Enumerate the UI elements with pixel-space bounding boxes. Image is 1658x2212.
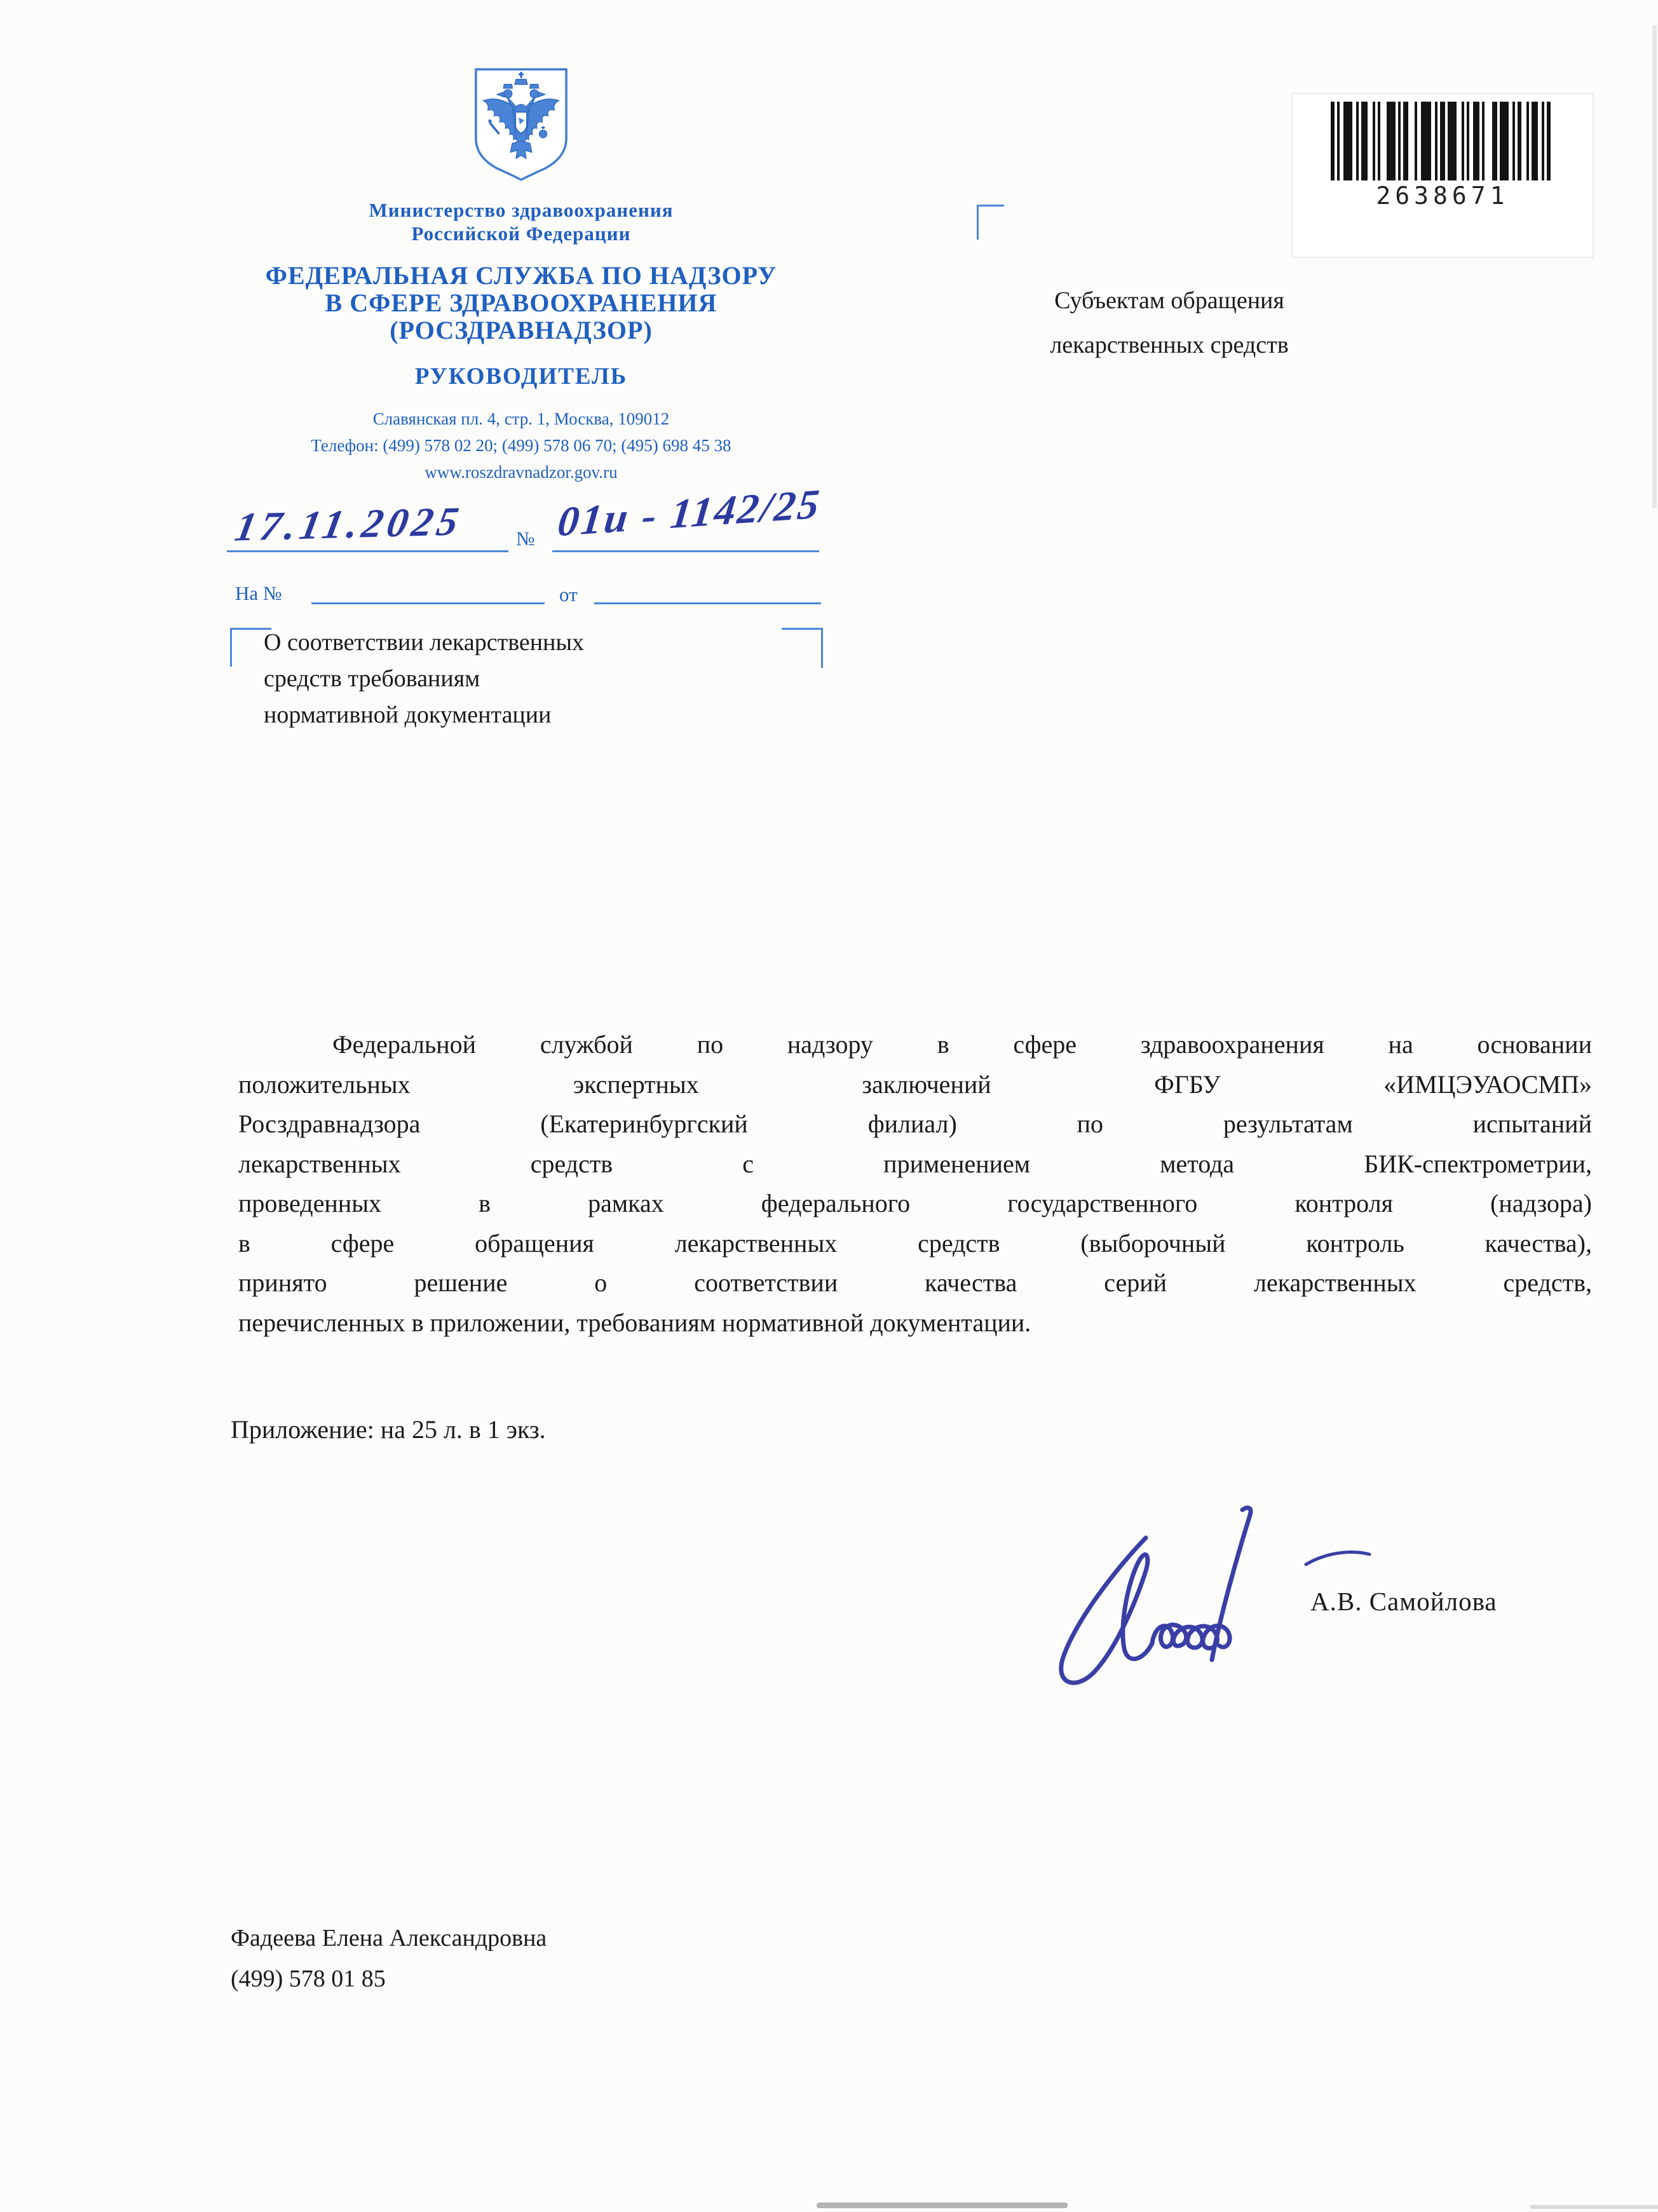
body-line: положительных экспертных заключений ФГБУ «ИМЦЭУАОСМП» <box>238 1069 1592 1099</box>
letterhead <box>191 64 852 485</box>
ministry-line2: Российской Федерации <box>411 222 631 245</box>
number-underline <box>552 550 819 552</box>
subject-line3: нормативной документации <box>264 702 552 728</box>
body-line: Росздравнадзора (Екатеринбургский филиал) по результатам испытаний <box>238 1109 1592 1138</box>
ministry-name <box>191 198 852 245</box>
barcode-gap <box>1368 102 1373 180</box>
position-title: РУКОВОДИТЕЛЬ <box>414 363 628 390</box>
barcode-gap <box>1380 102 1387 180</box>
body-line: в сфере обращения лекарственных средств (выборочный контроль качества), <box>238 1228 1592 1258</box>
body-line: Федеральной службой по надзору в сфере здравоохранения на основании <box>332 1030 1592 1059</box>
barcode-bar <box>1387 102 1396 180</box>
recipient-line2: лекарственных средств <box>1050 332 1289 358</box>
body-line: проведенных в рамках федерального государственного контроля (надзора) <box>238 1189 1592 1218</box>
reply-date-underline <box>594 602 821 604</box>
reply-to-label: На № <box>235 582 282 604</box>
attachment-note: Приложение: на 25 л. в 1 экз. <box>231 1415 546 1444</box>
barcode-gap <box>1457 102 1462 180</box>
barcode-bar <box>1403 102 1408 180</box>
russian-coat-of-arms-icon <box>471 64 571 184</box>
agency-line2: В СФЕРЕ ЗДРАВООХРАНЕНИЯ <box>325 288 717 317</box>
scan-artifact <box>1652 25 1657 508</box>
barcode-bar <box>1448 102 1457 180</box>
barcode-number: 2638671 <box>1376 182 1509 210</box>
reply-number-underline <box>311 602 545 604</box>
agency-website: www.roszdravnadzor.gov.ru <box>425 463 618 482</box>
from-label: от <box>559 583 578 606</box>
recipient-corner-mark <box>977 205 1004 240</box>
barcode-bar <box>1361 102 1368 180</box>
body-line: перечисленных в приложении, требованиям нормативной документации. <box>238 1308 1031 1337</box>
body-line: принято решение о соответствии качества серий лекарственных средств, <box>238 1268 1592 1297</box>
recipient-line1: Субъектам обращения <box>1054 287 1284 314</box>
date-underline <box>227 550 508 552</box>
recipient-block <box>966 278 1373 367</box>
barcode-bar <box>1547 102 1551 180</box>
executor-phone: (499) 578 01 85 <box>231 1965 386 1992</box>
agency-contacts <box>191 405 852 485</box>
handwritten-date: 17.11.2025 <box>231 498 467 550</box>
scan-artifact <box>817 2202 1068 2208</box>
agency-name <box>191 262 852 344</box>
agency-phones: Телефон: (499) 578 02 20; (499) 578 06 70; (495) 698 45 38 <box>311 436 731 455</box>
subject-block <box>264 625 823 733</box>
ministry-line1: Министерство здравоохранения <box>369 199 674 221</box>
barcode-bar <box>1343 102 1352 180</box>
subject-line2: средств требованиям <box>264 665 480 692</box>
handwritten-outgoing-number: 01и - 1142/25 <box>555 480 824 546</box>
barcode-icon <box>1331 102 1551 180</box>
executor-contact <box>231 1918 547 1999</box>
barcode-bar <box>1440 102 1445 180</box>
barcode-bar <box>1421 102 1431 180</box>
number-sign-label: № <box>516 527 535 550</box>
body-line: лекарственных средств с применением метода БИК-спектрометрии, <box>238 1149 1592 1178</box>
barcode-gap <box>1521 102 1526 180</box>
agency-line3: (РОСЗДРАВНАДЗОР) <box>390 316 653 344</box>
agency-address: Славянская пл. 4, стр. 1, Москва, 109012 <box>372 409 670 428</box>
barcode-gap <box>1485 102 1492 180</box>
barcode-bar <box>1492 102 1497 180</box>
signatory-name: А.В. Самойлова <box>1310 1587 1497 1616</box>
body-paragraph <box>238 1025 1592 1343</box>
barcode-label <box>1291 93 1594 258</box>
barcode-gap <box>1408 102 1415 180</box>
subject-line1: О соответствии лекарственных <box>264 629 585 656</box>
barcode-bar <box>1532 102 1538 180</box>
barcode-bar <box>1473 102 1479 180</box>
barcode-bar <box>1500 102 1509 180</box>
scan-artifact <box>1530 2205 1658 2209</box>
executor-name: Фадеева Елена Александровна <box>231 1925 547 1951</box>
agency-line1: ФЕДЕРАЛЬНАЯ СЛУЖБА ПО НАДЗОРУ <box>265 261 777 290</box>
